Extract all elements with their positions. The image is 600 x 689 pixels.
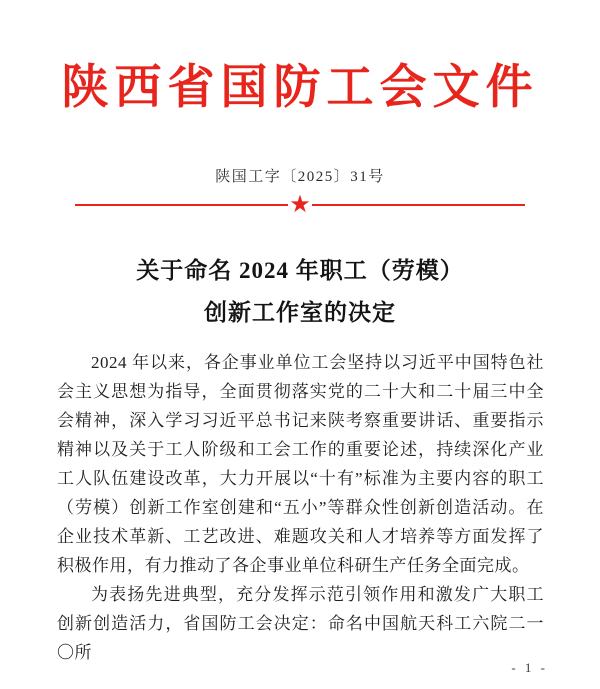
document-title-line2: 创新工作室的决定 [204,300,396,325]
red-divider [75,193,525,217]
divider-line-left [75,204,288,206]
body-paragraph-2: 为表扬先进典型，充分发挥示范引领作用和激发广大职工创新创造活力，省国防工会决定：命名中国航天科工六院二一〇所 [57,585,544,662]
document-title-line1: 关于命名 2024 年职工（劳模） [136,258,464,283]
document-number: 陕国工字〔2025〕31号 [215,169,385,185]
divider-line-right [312,204,525,206]
body-paragraph-1: 2024 年以来，各企事业单位工会坚持以习近平中国特色社会主义思想为指导，全面贯彻落实党的二十大和二十届三中全会精神，深入学习习近平总书记来陕考察重要讲话、重要指示精神以及关于工人阶级和工会工作的重要论述，持续深化产业工人队伍建设改革，大力开展以“十有”标准为主要内容的职工（劳模）创新工作室创建和“五小”等群众性创新创造活动。在企业技术革新、工艺改进、难题攻关和人才培养等方面发挥了积极作用，有力推动了各企事业单位科研生产任务全面完成。 [57,353,544,575]
star-icon: ★ [289,192,311,218]
document-body [57,348,544,667]
document-title [0,250,600,334]
page-number: - 1 - [511,660,548,675]
document-header-title: 陕西省国防工会文件 [61,62,539,114]
